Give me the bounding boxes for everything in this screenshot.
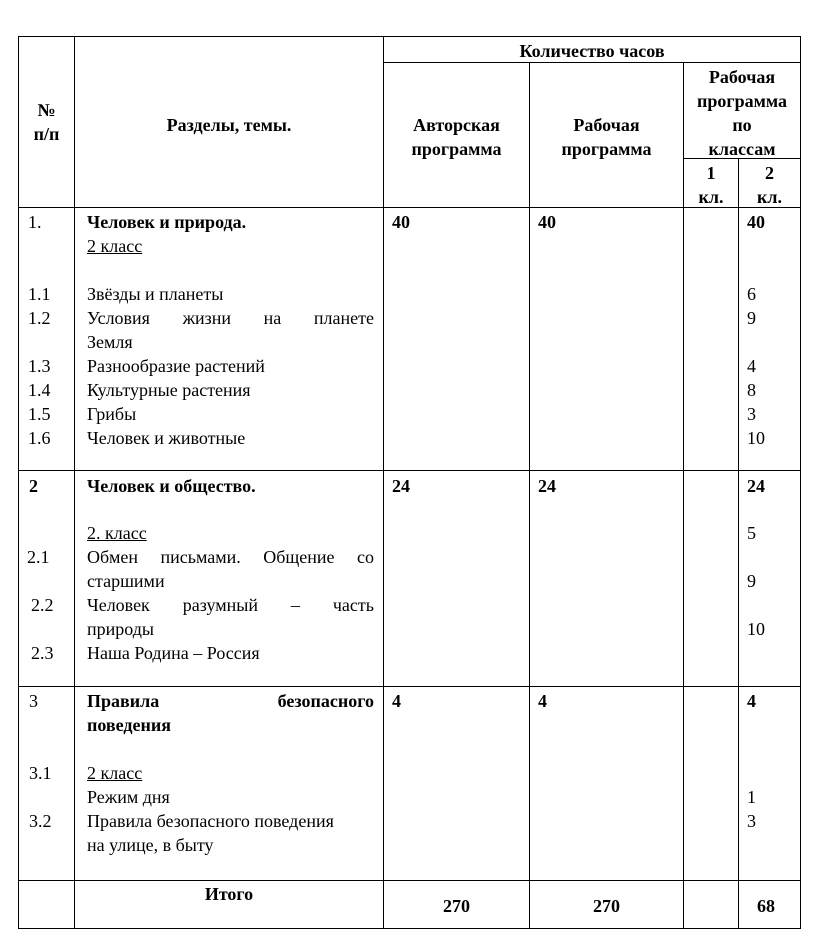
- section-3-class-label: 2 класс: [87, 763, 143, 783]
- col-topics: [74, 36, 75, 929]
- section-1-num: 1.: [28, 212, 42, 232]
- section-2-work-hours: 24: [538, 476, 556, 496]
- topic-1-2-title-cont: Земля: [87, 332, 133, 352]
- section-2-grade2-hours: 24: [747, 476, 765, 496]
- header-work: Рабочая программа: [561, 115, 652, 159]
- topic-2-2-title-cont: природы: [87, 619, 154, 639]
- section-1-title: Человек и природа.: [87, 212, 247, 232]
- topic-1-6-title: Человек и животные: [87, 428, 246, 448]
- topic-3-2-title: Правила безопасного поведения: [87, 811, 334, 831]
- topic-3-2-title-cont: на улице, в быту: [87, 835, 214, 855]
- total-work-hours: 270: [593, 896, 620, 916]
- header-author: Авторская программа: [411, 115, 502, 159]
- topic-3-2-hours: 3: [747, 811, 756, 831]
- topic-2-1-title-cont: старшими: [87, 571, 165, 591]
- total-author-hours: 270: [443, 896, 470, 916]
- topic-1-2-title: Условия жизни на планете: [87, 308, 374, 328]
- section-1-grade2-hours: 40: [747, 212, 765, 232]
- topic-2-2-hours: 9: [747, 571, 756, 591]
- topic-1-3-hours: 4: [747, 356, 756, 376]
- topic-1-5-num: 1.5: [28, 404, 51, 424]
- header-byclass: Рабочая программа по классам: [697, 67, 787, 159]
- total-label: Итого: [204, 884, 254, 904]
- topic-1-5-hours: 3: [747, 404, 756, 424]
- topic-3-1-num: 3.1: [29, 763, 52, 783]
- topic-2-3-num: 2.3: [31, 643, 54, 663]
- topic-1-1-title: Звёзды и планеты: [87, 284, 224, 304]
- header-topics: Разделы, темы.: [166, 115, 292, 135]
- section-2-author-hours: 24: [392, 476, 410, 496]
- topic-1-4-title: Культурные растения: [87, 380, 251, 400]
- topic-1-1-hours: 6: [747, 284, 756, 304]
- rule-top: [18, 36, 801, 37]
- topic-1-4-num: 1.4: [28, 380, 51, 400]
- section-2-num: 2: [29, 476, 38, 496]
- section-3-grade2-hours: 4: [747, 691, 756, 711]
- section-2-class-label: 2. класс: [87, 523, 147, 543]
- col-right: [800, 36, 801, 929]
- topic-3-1-title: Режим дня: [87, 787, 170, 807]
- section-3-work-hours: 4: [538, 691, 547, 711]
- topic-2-1-title: Обмен письмами. Общение со: [87, 547, 374, 567]
- section-2-title: Человек и общество.: [87, 476, 256, 496]
- topic-1-3-num: 1.3: [28, 356, 51, 376]
- topic-2-1-num: 2.1: [27, 547, 50, 567]
- topic-1-2-hours: 9: [747, 308, 756, 328]
- section-1-author-hours: 40: [392, 212, 410, 232]
- topic-1-4-hours: 8: [747, 380, 756, 400]
- header-num: № п/п: [33, 100, 60, 144]
- col-left: [18, 36, 19, 929]
- section-1-class-label: 2 класс: [87, 236, 143, 256]
- topic-2-3-hours: 10: [747, 619, 765, 639]
- header-hours: Количество часов: [519, 41, 665, 61]
- topic-1-2-num: 1.2: [28, 308, 51, 328]
- total-grade2-hours: 68: [757, 896, 775, 916]
- topic-2-1-hours: 5: [747, 523, 756, 543]
- topic-2-3-title: Наша Родина – Россия: [87, 643, 260, 663]
- section-3-author-hours: 4: [392, 691, 401, 711]
- topic-3-2-num: 3.2: [29, 811, 52, 831]
- section-3-title-cont: поведения: [87, 715, 171, 735]
- topic-2-2-num: 2.2: [31, 595, 54, 615]
- col-author: [383, 36, 384, 929]
- topic-1-6-hours: 10: [747, 428, 765, 448]
- topic-2-2-title: Человек разумный – часть: [87, 595, 374, 615]
- topic-3-1-hours: 1: [747, 787, 756, 807]
- header-class-1: 1 кл.: [698, 163, 724, 207]
- topic-1-6-num: 1.6: [28, 428, 51, 448]
- section-3-num: 3: [29, 691, 38, 711]
- col-work: [529, 62, 530, 929]
- header-class-2: 2 кл.: [757, 163, 782, 207]
- topic-1-3-title: Разнообразие растений: [87, 356, 265, 376]
- col-grade2: [738, 158, 739, 929]
- section-1-work-hours: 40: [538, 212, 556, 232]
- topic-1-5-title: Грибы: [87, 404, 137, 424]
- topic-1-1-num: 1.1: [28, 284, 51, 304]
- section-3-title: Правила безопасного: [87, 691, 374, 711]
